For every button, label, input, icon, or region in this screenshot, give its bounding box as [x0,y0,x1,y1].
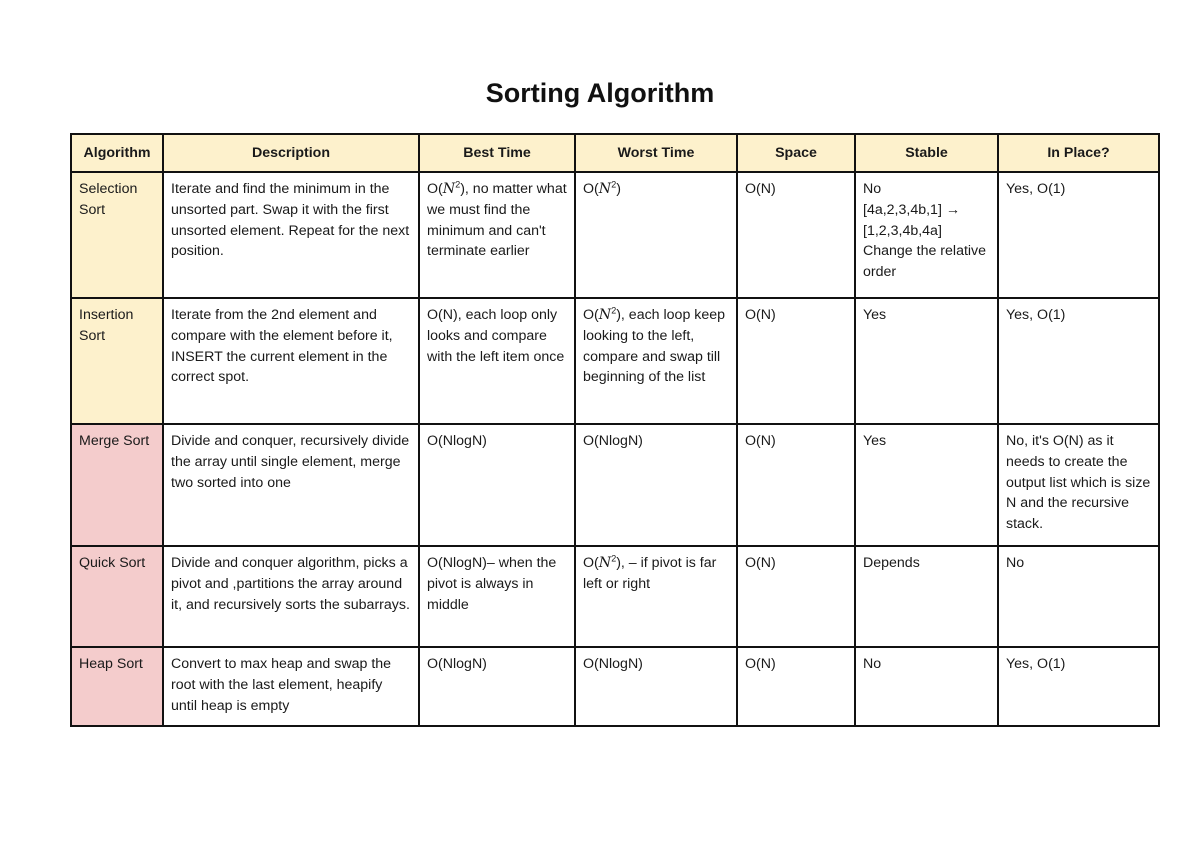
in-place-cell: No, it's O(N) as it needs to create the output list which is size N and the recursive stack. [998,424,1159,546]
stable-cell: No [855,647,998,726]
algorithm-name-cell: Heap Sort [71,647,163,726]
complexity-suffix: ) [616,181,621,197]
header-description: Description [163,134,419,172]
in-place-cell: Yes, O(1) [998,172,1159,298]
sorting-algorithm-table [70,133,1160,727]
complexity-prefix: O( [583,555,599,571]
table-row [71,298,1159,424]
space-cell: O(N) [737,424,855,546]
header-algorithm: Algorithm [71,134,163,172]
stable-cell: Depends [855,546,998,647]
best-time-cell: O(NlogN) [419,424,575,546]
description-cell: Divide and conquer algorithm, picks a pivot and ,partitions the array around it, and recursively sorts the subarrays. [163,546,419,647]
page-title: Sorting Algorithm [485,78,715,108]
header-worst-time: Worst Time [575,134,737,172]
space-cell: O(N) [737,172,855,298]
description-cell: Iterate from the 2nd element and compare with the element before it, INSERT the current element in the correct spot. [163,298,419,424]
header-space: Space [737,134,855,172]
best-time-cell: O(NlogN) [419,647,575,726]
complexity-variable: N [598,181,612,197]
algorithm-name-cell: Quick Sort [71,546,163,647]
space-cell: O(N) [737,546,855,647]
worst-time-cell [575,298,737,424]
complexity-exponent: 2 [611,553,617,564]
stable-cell: Yes [855,424,998,546]
description-cell: Iterate and find the minimum in the unsorted part. Swap it with the first unsorted element. Repeat for the next position. [163,172,419,298]
in-place-cell: No [998,546,1159,647]
stable-line: [1,2,3,4b,4a] [863,222,942,239]
in-place-cell: Yes, O(1) [998,647,1159,726]
complexity-suffix: ), – if pivot is far left or right [583,555,717,592]
algorithm-name-cell: Selection Sort [71,172,163,298]
complexity-exponent: 2 [611,179,617,190]
header-in-place: In Place? [998,134,1159,172]
stable-line: No [863,181,882,197]
table-row [71,546,1159,647]
complexity-prefix: O( [583,307,599,323]
stable-line: [4a,2,3,4b,1] → [863,201,961,218]
complexity-suffix: ), each loop keep looking to the left, compare and swap till beginning of the list [583,307,726,386]
header-best-time: Best Time [419,134,575,172]
table-row [71,172,1159,298]
stable-line: Change the relative order [863,243,987,281]
complexity-suffix: ), no matter what we must find the minimum and can't terminate earlier [427,181,567,260]
worst-time-cell: O(NlogN) [575,424,737,546]
best-time-cell [419,172,575,298]
complexity-variable: N [442,181,456,197]
worst-time-cell [575,546,737,647]
description-cell: Divide and conquer, recursively divide the array until single element, merge two sorted into one [163,424,419,546]
complexity-prefix: O( [427,181,443,197]
stable-cell [855,172,998,298]
worst-time-cell: O(NlogN) [575,647,737,726]
complexity-variable: N [598,555,612,571]
complexity-exponent: 2 [611,305,617,316]
in-place-cell: Yes, O(1) [998,298,1159,424]
stable-cell: Yes [855,298,998,424]
description-cell: Convert to max heap and swap the root with the last element, heapify until heap is empty [163,647,419,726]
table-header-row [71,134,1159,172]
header-stable: Stable [855,134,998,172]
table-row [71,424,1159,546]
table-row [71,647,1159,726]
complexity-variable: N [598,307,612,323]
algorithm-name-cell: Merge Sort [71,424,163,546]
best-time-cell: O(N), each loop only looks and compare with the left item once [419,298,575,424]
complexity-prefix: O( [583,181,599,197]
best-time-cell: O(NlogN)– when the pivot is always in middle [419,546,575,647]
worst-time-cell [575,172,737,298]
space-cell: O(N) [737,647,855,726]
algorithm-name-cell: Insertion Sort [71,298,163,424]
space-cell: O(N) [737,298,855,424]
complexity-exponent: 2 [455,179,461,190]
